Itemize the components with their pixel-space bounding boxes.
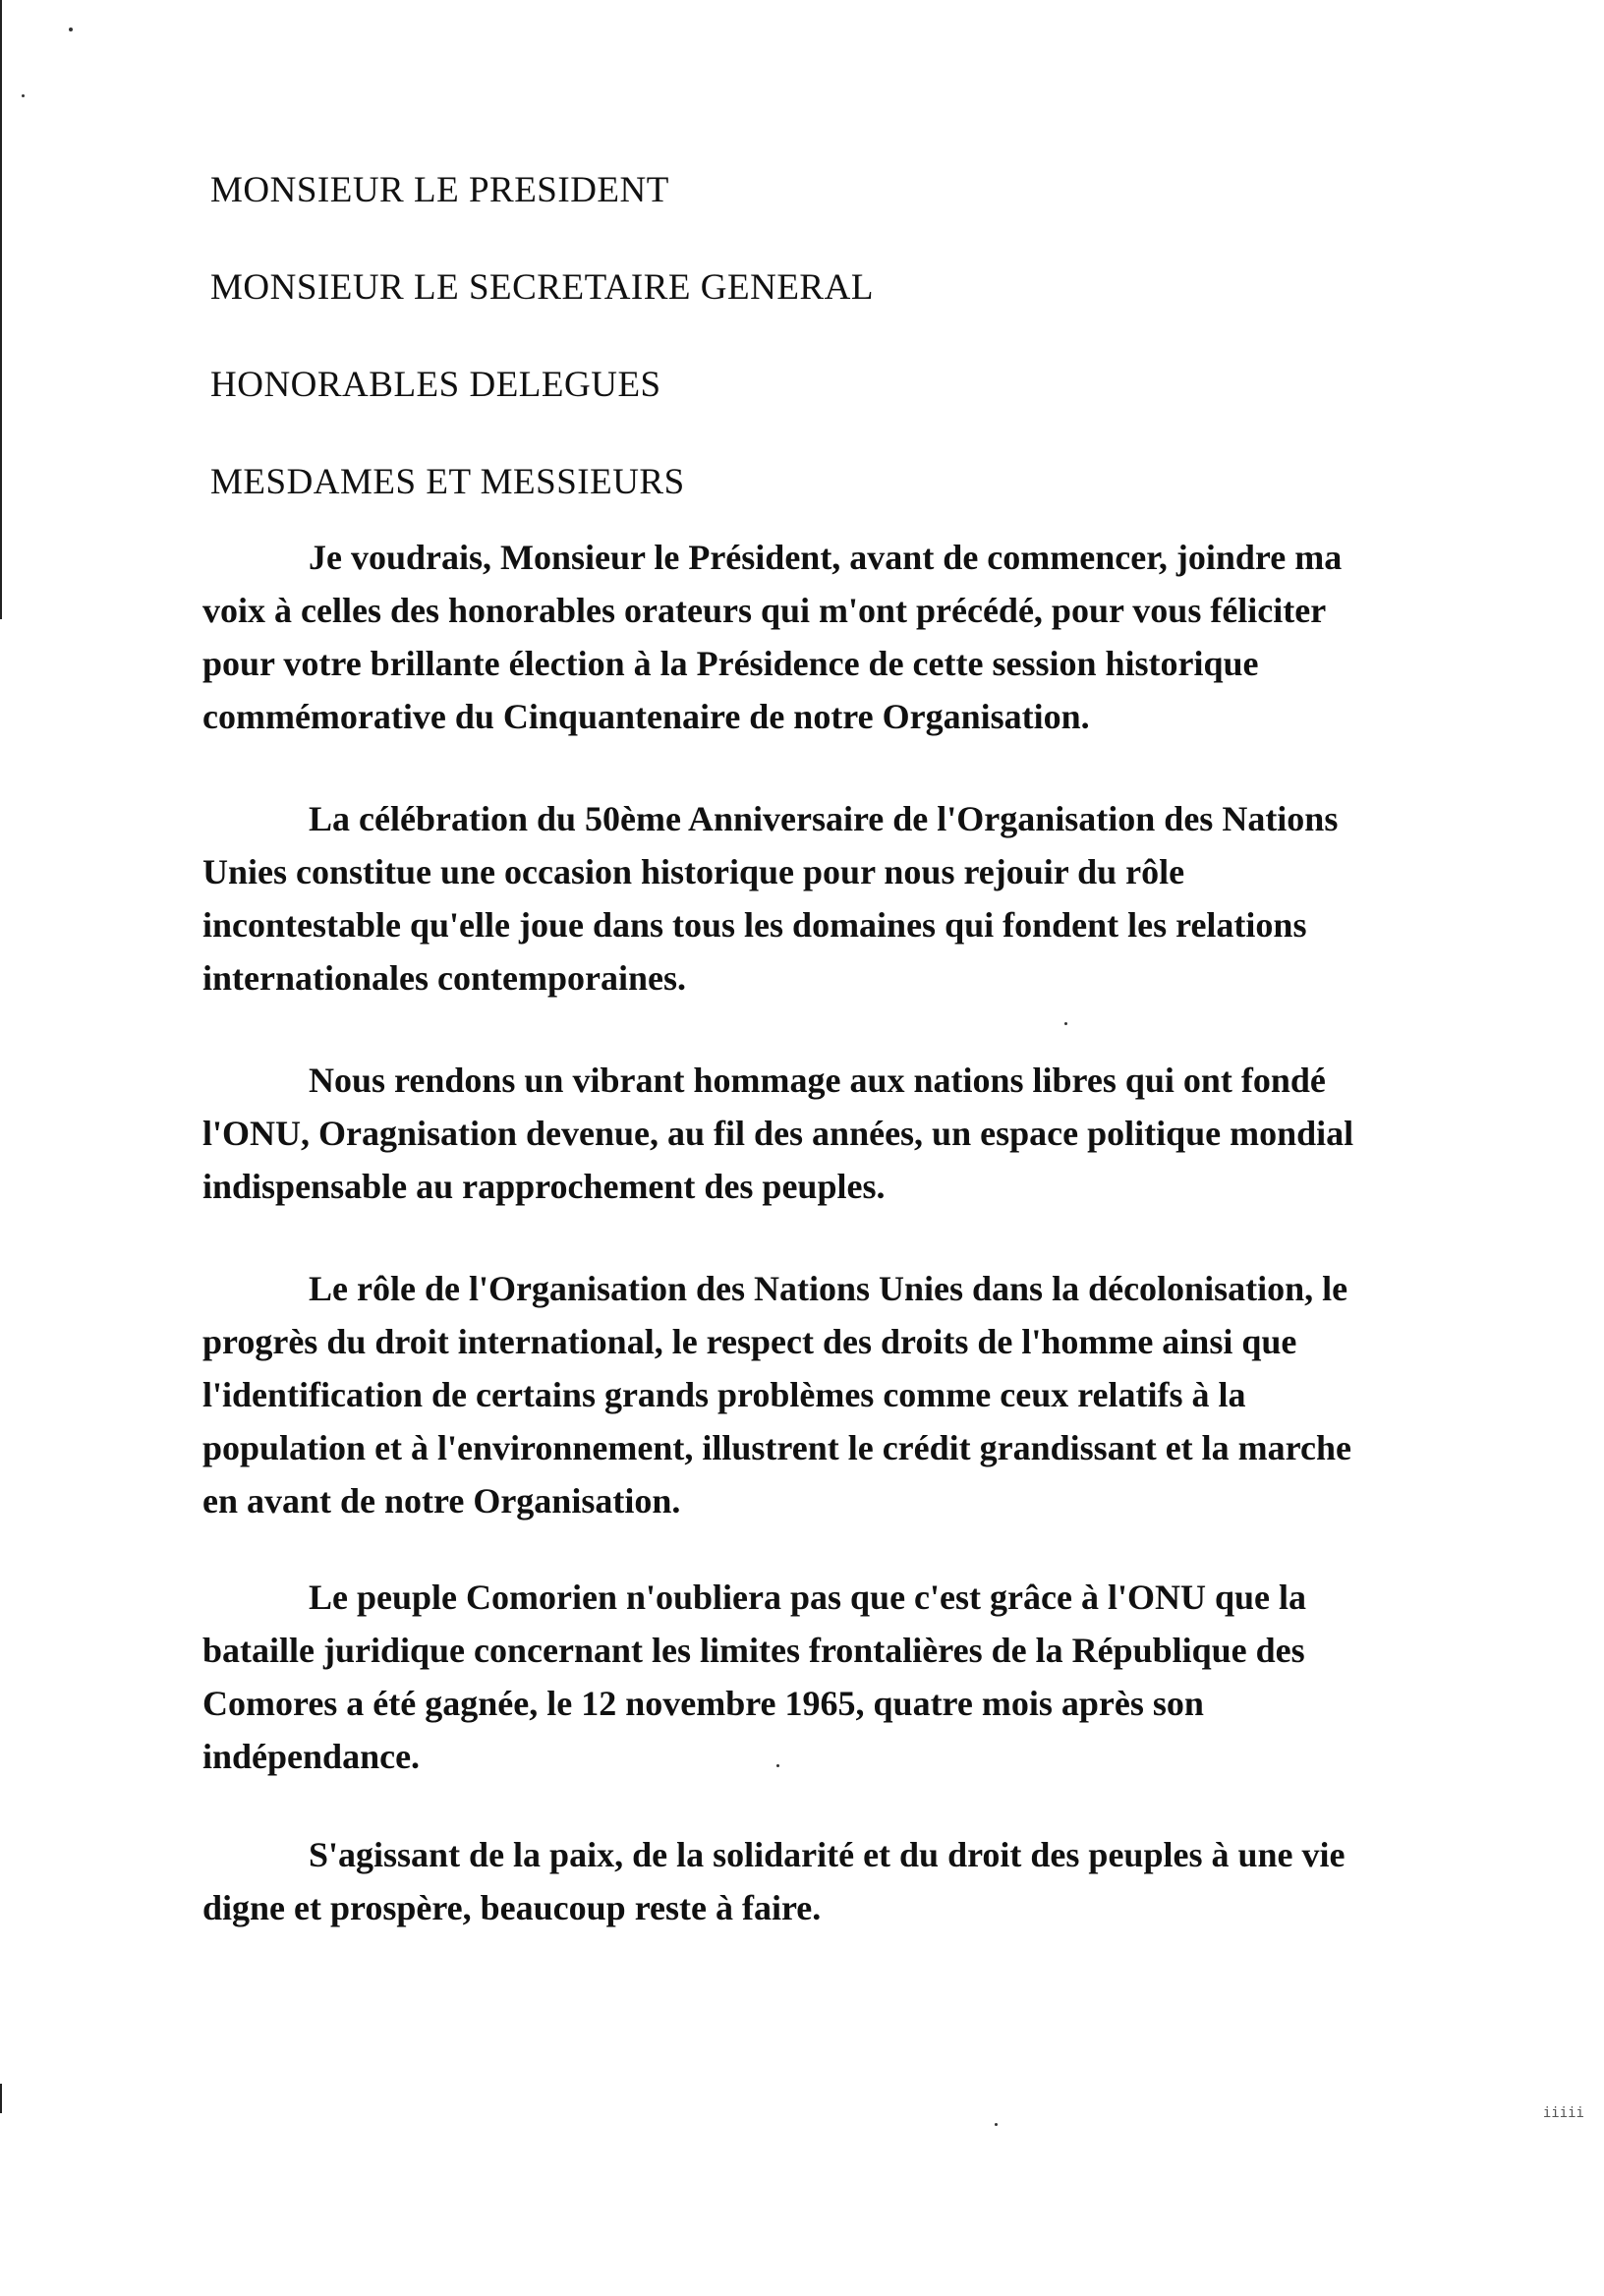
scan-edge-line	[0, 0, 2, 619]
page-mark: iiiii	[1542, 2105, 1584, 2121]
scan-edge-line	[0, 2084, 2, 2113]
paragraph-peace: S'agissant de la paix, de la solidarité et du droit des peuples à une vie digne et prospère, beaucoup reste à faire.	[202, 1835, 1346, 1927]
salutation-president: MONSIEUR LE PRESIDENT	[210, 170, 669, 210]
scan-speck	[22, 94, 25, 97]
paragraph-comoros: Le peuple Comorien n'oubliera pas que c'est grâce à l'ONU que la bataille juridique concernant les limites frontalières de la République des Comores a été gagnée, le 12 novembre 1965, quatre mois après son indépendance.	[202, 1578, 1306, 1776]
salutation-ladies-gentlemen: MESDAMES ET MESSIEURS	[210, 462, 685, 502]
paragraph-anniversary: La célébration du 50ème Anniversaire de l'Organisation des Nations Unies constitue une occasion historique pour nous rejouir du rôle incontestable qu'elle joue dans tous les domaines qui fondent les relations internationales contemporaines.	[202, 799, 1339, 998]
paragraph-un-role: Le rôle de l'Organisation des Nations Unies dans la décolonisation, le progrès du droit international, le respect des droits de l'homme ainsi que l'identification de certains grands problèmes comme ceux relatifs à la population et à l'environnement, illustrent le crédit grandissant et la marche en avant de notre Organisation.	[202, 1269, 1351, 1521]
salutation-block	[210, 169, 1291, 558]
salutation-delegates: HONORABLES DELEGUES	[210, 365, 661, 405]
scan-speck	[995, 2123, 998, 2126]
salutation-secretary-general: MONSIEUR LE SECRETAIRE GENERAL	[210, 267, 874, 308]
paragraph-congratulations: Je voudrais, Monsieur le Président, avant de commencer, joindre ma voix à celles des honorables orateurs qui m'ont précédé, pour vous féliciter pour votre brillante élection à la Présidence de cette session historique commémorative du Cinquantenaire de notre Organisation.	[202, 538, 1343, 736]
scan-speck	[1064, 1022, 1067, 1025]
paragraph-tribute: Nous rendons un vibrant hommage aux nations libres qui ont fondé l'ONU, Oragnisation devenue, au fil des années, un espace politique mondial indispensable au rapprochement des peuples.	[202, 1061, 1354, 1206]
scan-speck	[69, 28, 73, 31]
